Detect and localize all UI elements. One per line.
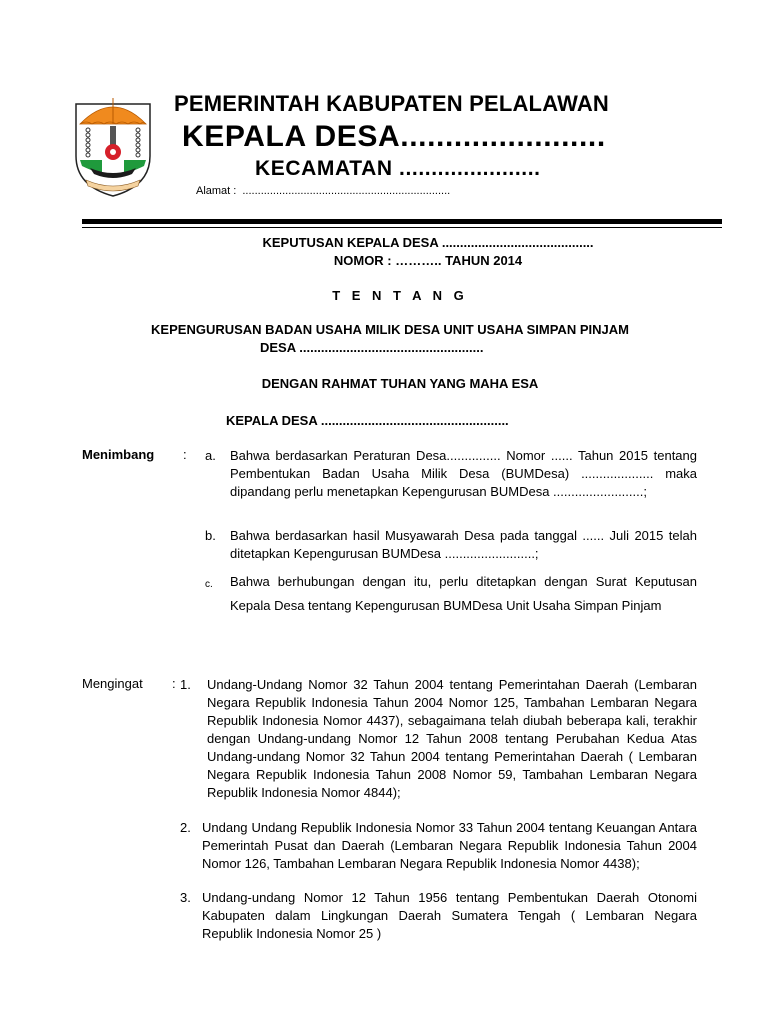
list-item-text: Bahwa berdasarkan Peraturan Desa............... Nomor ...... Tahun 2015 tentang Pembentukan Badan Usaha Milik Desa (BUMDesa) .................... maka dipandang perlu menetapkan Kepengurusan BUMDesa .........................;	[230, 448, 697, 499]
decree-subject-line2: DESA ...................................................	[260, 340, 484, 355]
decree-subject-line1: KEPENGURUSAN BADAN USAHA MILIK DESA UNIT USAHA SIMPAN PINJAM	[151, 322, 629, 337]
signatory-line: KEPALA DESA ....................................................	[226, 413, 509, 428]
address-label: Alamat :	[196, 185, 237, 197]
village-head-title: KEPALA DESA.......................	[182, 120, 606, 153]
decree-subject	[110, 321, 670, 357]
regency-emblem-logo	[72, 94, 154, 198]
list-marker: c.	[205, 579, 213, 590]
government-title: PEMERINTAH KABUPATEN PELALAWAN	[174, 91, 609, 116]
menimbang-label: Menimbang	[82, 447, 155, 462]
decree-title: KEPUTUSAN KEPALA DESA ..........................................	[262, 235, 594, 250]
list-marker: 1.	[180, 677, 191, 692]
header-divider-thick	[82, 219, 722, 224]
blessing-line: DENGAN RAHMAT TUHAN YANG MAHA ESA	[261, 376, 539, 391]
list-marker: a.	[205, 448, 216, 463]
header-divider-thin	[82, 227, 722, 228]
address-value: ....................................................................	[242, 185, 451, 197]
mengingat-label: Mengingat	[82, 676, 143, 691]
address-line	[196, 185, 450, 197]
about-heading: T E N T A N G	[332, 288, 468, 303]
list-item-text: Undang Undang Republik Indonesia Nomor 33 Tahun 2004 tentang Keuangan Antara Pemerintah Pusat dan Daerah (Lembaran Negara Republik Indonesia Tahun 2004 Nomor 126, Tambahan Lembaran Negara Republik Indonesia Nomor 4438);	[202, 820, 697, 871]
list-marker: b.	[205, 528, 216, 543]
list-item-text: Undang-undang Nomor 12 Tahun 1956 tentang Pembentukan Daerah Otonomi Kabupaten dalam Lingkungan Daerah Sumatera Tengah ( Lembaran Negara Republik Indonesia Nomor 25 )	[202, 890, 697, 941]
list-marker: 2.	[180, 820, 191, 835]
menimbang-colon: :	[183, 447, 187, 462]
list-item-text: Bahwa berdasarkan hasil Musyawarah Desa pada tanggal ...... Juli 2015 telah ditetapkan Kepengurusan BUMDesa .........................;	[230, 528, 697, 561]
list-item-text: Undang-Undang Nomor 32 Tahun 2004 tentang Pemerintahan Daerah (Lembaran Negara Republik Indonesia Tahun 2004 Nomor 125, Tambahan Lembaran Negara Republik Indonesia Nomor 4437), sebagaimana telah diubah beberapa kali, terakhir dengan Undang-undang Nomor 12 Tahun 2008 tentang Perubahan Kedua Atas Undang-undang Nomor 32 Tahun 2004 tentang Pemerintahan Daerah ( Lembaran Negara Republik Indonesia Tahun 2008 Nomor 59, Tambahan Lembaran Negara Republik Indonesia Nomor 4844);	[207, 677, 697, 800]
list-marker: 3.	[180, 890, 191, 905]
mengingat-colon: :	[172, 676, 176, 691]
district-title: KECAMATAN ......................	[255, 157, 541, 180]
list-item-text: Bahwa berhubungan dengan itu, perlu ditetapkan dengan Surat Keputusan Kepala Desa tentang Kepengurusan BUMDesa Unit Usaha Simpan Pinjam	[230, 574, 697, 613]
decree-number: NOMOR : ……….. TAHUN 2014	[333, 253, 523, 268]
